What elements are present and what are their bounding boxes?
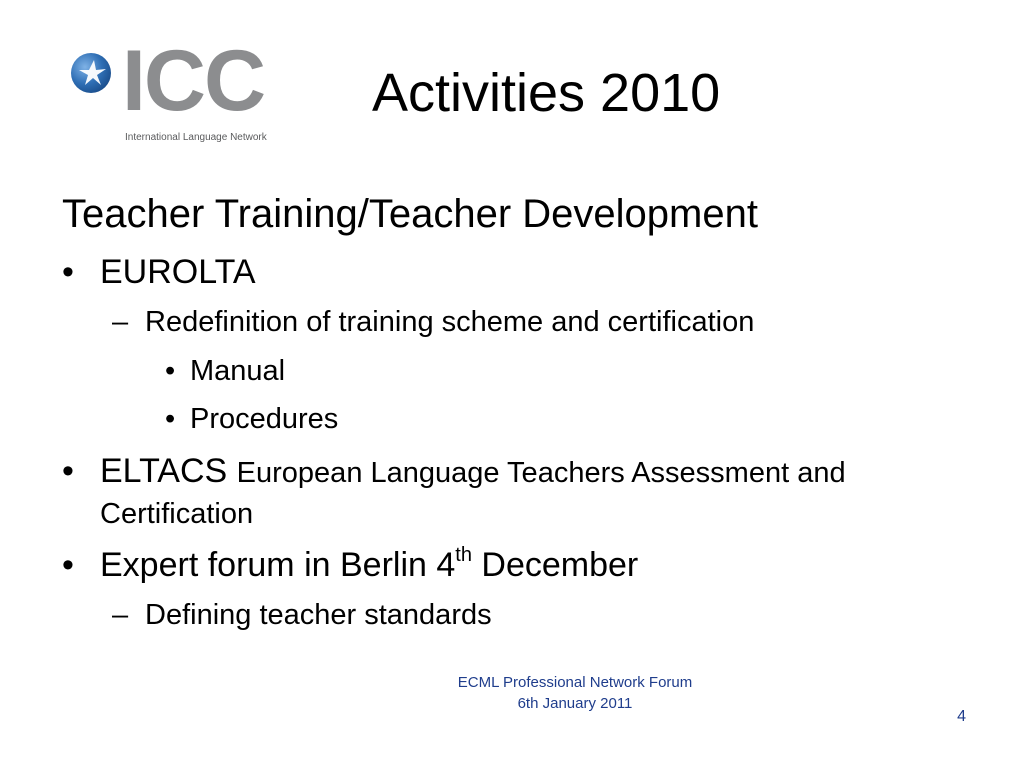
sub-bullet-label: Defining teacher standards [145, 598, 492, 631]
star-globe-icon [70, 52, 112, 94]
bullet-dot: • [62, 253, 74, 291]
bullet-dot: • [62, 452, 74, 491]
dash-marker: – [112, 598, 129, 631]
dash-marker: – [112, 305, 129, 338]
logo-tagline: International Language Network [125, 132, 267, 143]
sub-sub-bullet-label: Manual [190, 354, 286, 387]
bullet-label-suffix: December [481, 545, 639, 584]
bullet-dot: • [62, 545, 74, 584]
sub-bullet-label: Redefinition of training scheme and certification [145, 305, 755, 338]
slide-content [62, 190, 962, 646]
page-number: 4 [957, 708, 966, 725]
section-heading: Teacher Training/Teacher Development [62, 192, 758, 236]
footer-line-2: 6th January 2011 [517, 695, 633, 712]
ordinal-suffix: th [455, 544, 472, 567]
bullet-detail: European Language Teachers Assessment and Certification [100, 457, 846, 530]
bullet-label: ELTACS [100, 452, 228, 491]
bullet-dot: • [165, 403, 176, 436]
bullet-item [62, 545, 962, 586]
slide-title: Activities 2010 [372, 63, 721, 123]
footer [430, 672, 720, 714]
sub-sub-bullet-item [62, 354, 962, 389]
bullet-item [62, 451, 962, 533]
icc-logo [70, 33, 280, 152]
sub-sub-bullet-item [62, 402, 962, 437]
sub-sub-bullet-label: Procedures [190, 403, 339, 436]
bullet-label-prefix: Expert forum in Berlin 4 [100, 545, 456, 584]
footer-line-1: ECML Professional Network Forum [457, 674, 693, 691]
logo-letters: ICC [122, 33, 265, 129]
bullet-dot: • [165, 354, 176, 387]
bullet-label: EUROLTA [100, 253, 256, 291]
bullet-item [62, 252, 962, 293]
sub-bullet-item [62, 598, 962, 633]
sub-bullet-item [62, 305, 962, 340]
